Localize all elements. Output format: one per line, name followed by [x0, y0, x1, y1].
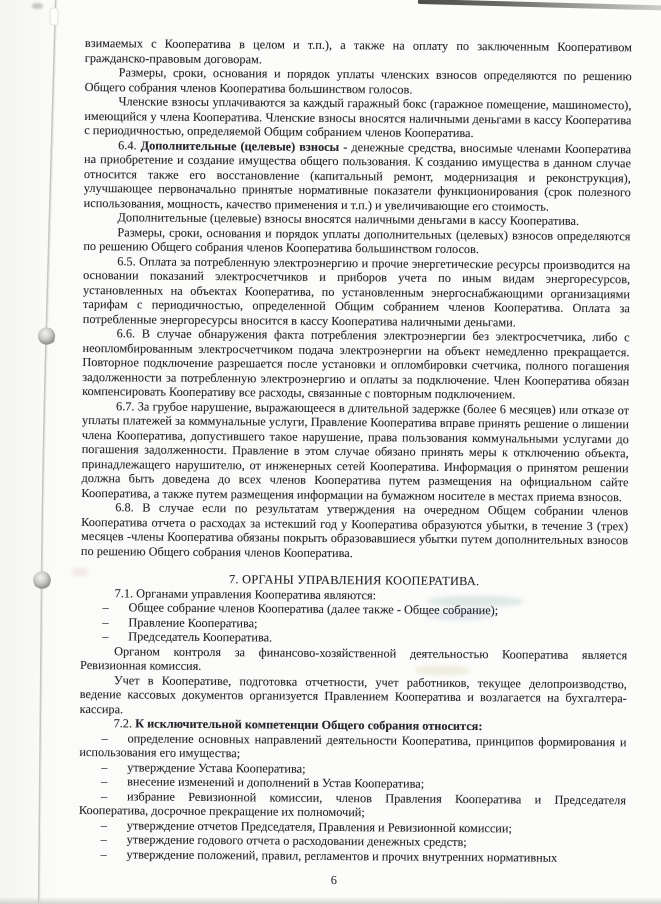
paragraph — [81, 500, 628, 562]
body-text: 6.4. — [118, 137, 141, 152]
document-content — [78, 36, 632, 890]
body-text: утверждение отчетов Председателя, Правления и Ревизионной комиссии; — [126, 817, 512, 835]
list-marker: – — [101, 730, 108, 745]
list-item — [79, 788, 626, 821]
body-text: Председатель Кооператива. — [128, 629, 273, 645]
bold-text: К исключительной компетенции Общего собрания относится: — [135, 716, 483, 734]
body-text: взимаемых с Кооператива в целом и т.п.), а также на оплату по заключенным Кооперативом гражданско-правовым договорам. — [84, 36, 632, 66]
page-edge-shadow-top — [418, 0, 661, 10]
document-body — [79, 36, 632, 865]
body-text: 7.2. — [113, 716, 136, 731]
body-text: внесение изменений и дополнений в Устав Кооператива; — [127, 774, 425, 791]
list-marker: – — [100, 846, 107, 861]
page-number: 6 — [330, 872, 338, 888]
list-marker: – — [102, 629, 109, 644]
body-text: Учет в Кооперативе, подготовка отчетности, учет работников, текущее делопроизводство, ведение кассовых документов организуется Правлением Кооператива и возлагается на бухгалтера-кассира. — [79, 672, 627, 716]
paragraph — [84, 94, 631, 142]
list-marker: – — [100, 817, 108, 832]
thread-knot — [50, 8, 58, 25]
paragraph — [84, 137, 632, 214]
scan-speck — [32, 3, 43, 9]
binding-bead — [38, 327, 55, 344]
list-item — [79, 846, 626, 865]
paragraph — [85, 36, 632, 69]
body-text: Правление Кооператива; — [128, 614, 258, 630]
body-text: утверждение годового отчета о расходовании денежных средств; — [126, 832, 467, 850]
binding-bead — [33, 571, 51, 589]
list-item — [79, 730, 626, 763]
body-text: 6.6. В случае обнаружения факта потребления электроэнергии без электросчетчика, либо с неопломбированным электросчетчиком подача электроэнергии на объект немедленно прекращается. Повторное подключение разрешается после установки и опломбировки счетчика, полного погашения задолженности за потребленную электроэнергию и оплаты за подключение. Член Кооператива обязан компенсировать Кооперативу все расходы, связанные с повторным подключением. — [82, 326, 630, 402]
binding-thread — [0, 0, 80, 904]
body-text: утверждение Устава Кооператива; — [127, 759, 306, 776]
body-text: Органом контроля за финансово-хозяйственной деятельностью Кооператива является Ревизионная комиссия. — [80, 643, 628, 673]
thread-highlight — [40, 0, 57, 904]
list-marker: – — [101, 774, 108, 789]
list-marker: – — [100, 832, 107, 847]
paragraph — [85, 65, 632, 98]
list-marker: – — [100, 788, 108, 803]
body-text: избрание Ревизионной комиссии, членов Правления Кооператива и Председателя Кооператива, досрочное прекращение их полномочий; — [78, 788, 627, 820]
list-marker: – — [102, 600, 109, 615]
body-text: 6.8. В случае если по результатам утверждения на очередном Общем собрании членов Кооператива отчета о расходах за истекший год у Кооператива образуются убытки, в течение 3 (трех) месяцев -члены Кооператива обязаны покрыть образовавшиеся убытки путем дополнительных взносов по решению Общего собрания членов Кооператива. — [80, 500, 629, 560]
body-text: денежные средства, вносимые членами Кооператива на приобретение и создание имущества общего пользования. К созданию имущества в данном случае относится также его восстановление (капитальный ремонт, модернизация и реконструкция), улучшающее первоначально принятые нормативные показатели функционирования (срок полезного использования, мощность, качество применения и т.п.) и увеличивающие его стоимость. — [83, 139, 632, 214]
body-text: Дополнительные (целевые) взносы вносятся наличными деньгами в кассу Кооператива. — [117, 210, 580, 228]
page-edge-shadow-bottom — [0, 897, 661, 904]
body-text: Членские взносы уплачиваются за каждый гаражный бокс (гаражное помещение, машиноместо), имеющийся у члена Кооператива. Членские взносы вносятся наличными деньгами в кассу Кооператива с периодичностью, определяемой Общим собранием членов Кооператива. — [84, 94, 632, 141]
bold-text: Дополнительные (целевые) взносы - — [140, 137, 348, 154]
body-text: Размеры, сроки, основания и порядок уплаты членских взносов определяются по решению Общего собрания членов Кооператива большинством голосов. — [84, 65, 632, 97]
paragraph — [83, 224, 630, 257]
paragraph — [82, 326, 630, 403]
body-text: определение основных направлений деятельности Кооператива, принципов формирования и использования его имущества; — [79, 730, 627, 761]
body-text: 7.1. Органами управления Кооператива являются: — [114, 585, 377, 602]
body-text: 6.7. За грубое нарушение, выражающееся в длительной задержке (более 6 месяцев) или отказе от уплаты платежей за коммунальные услуги, Правление Кооператива вправе принять решение о лишении члена Кооператива, допустившего такое нарушение, права пользования коммунальными услугами до погашения задолженности. Правление в этом случае обязано принять меры к отключению объекта, принадлежащего нарушителю, от инженерных сетей Кооператива. Информация о принятом решении должна быть доведена до всех членов Кооператива путем размещения на официальном сайте Кооператива, а также путем размещения информации на бумажном носителе в местах приема взносов. — [81, 398, 630, 504]
body-text: Общее собрание членов Кооператива (далее также - Общее собрание); — [128, 600, 499, 618]
list-marker: – — [102, 614, 109, 629]
paragraph — [83, 253, 631, 330]
body-text: Размеры, сроки, основания и порядок уплаты дополнительных (целевых) взносов определяются по решению Общего собрания членов Кооператива большинством голосов. — [83, 224, 631, 257]
paragraph — [80, 672, 627, 720]
list-marker: – — [101, 759, 108, 774]
body-text: 7. ОРГАНЫ УПРАВЛЕНИЯ КООПЕРАТИВА. — [228, 572, 480, 589]
body-text: 6.5. Оплата за потребленную электроэнергию и прочие энергетические ресурсы производится на основании показаний электросчетчиков и приборов учета по иным видам энергоресурсов, установленных на объектах Кооператива, по установленным энергоснабжающими организациями тарифам с периодичностью, определенной Общим собранием членов Кооператива. Оплата за потребленные энергоресурсы вносится в кассу Кооператива наличными деньгами. — [82, 253, 631, 329]
body-text: утверждение положений, правил, регламентов и прочих внутренних нормативных — [126, 846, 558, 865]
paragraph — [81, 398, 629, 504]
paragraph — [80, 643, 627, 676]
